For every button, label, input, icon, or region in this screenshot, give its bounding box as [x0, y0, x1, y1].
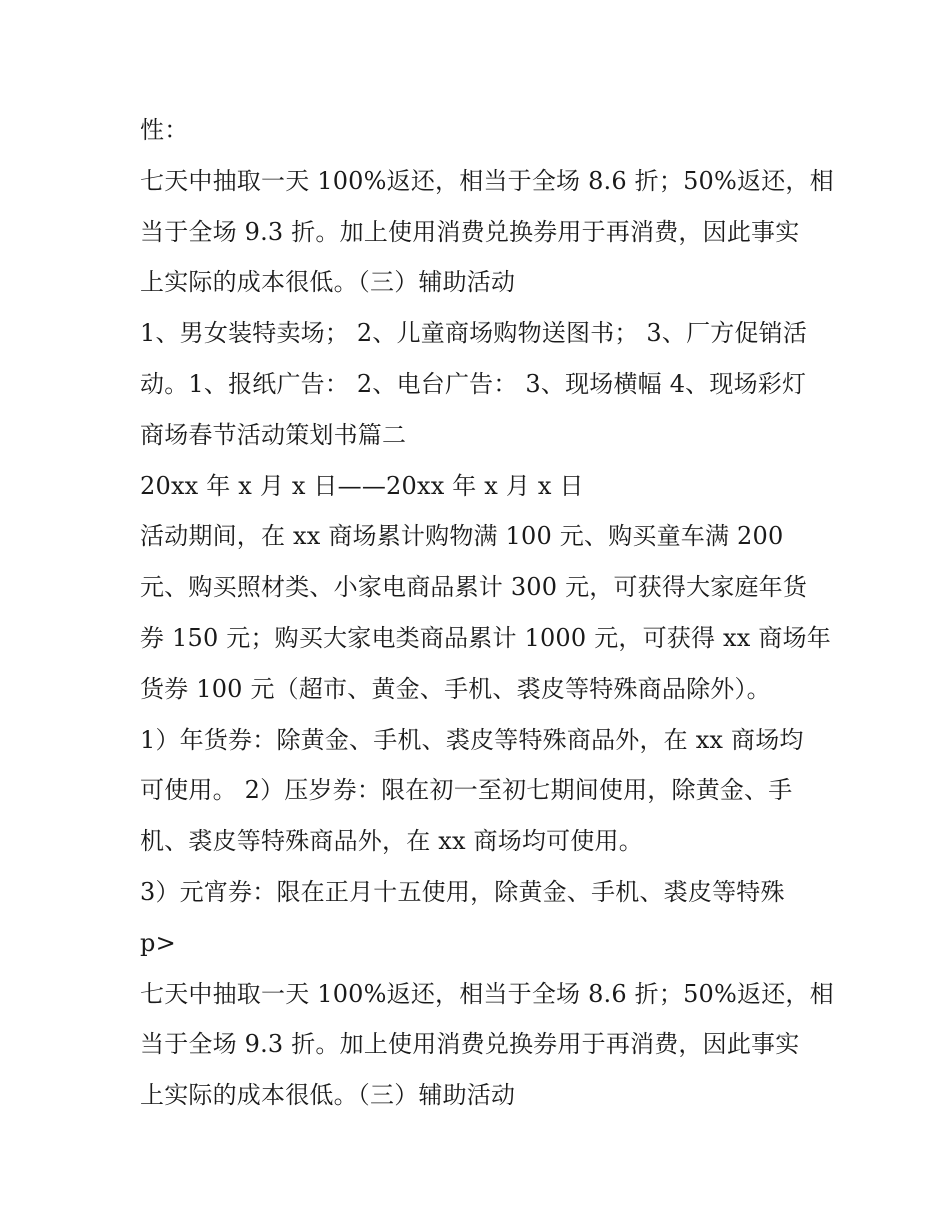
- text-line: 上实际的成本很低。（三）辅助活动: [140, 268, 516, 296]
- text-line: 3）元宵券：限在正月十五使用，除黄金、手机、裘皮等特殊: [140, 878, 785, 906]
- text-line: 七天中抽取一天 100%返还，相当于全场 8.6 折；50%返还，相: [140, 980, 834, 1008]
- text-line: p>: [140, 929, 176, 957]
- date-range-line: 20xx 年 x 月 x 日——20xx 年 x 月 x 日: [140, 472, 584, 500]
- text-line: 可使用。 2）压岁券：限在初一至初七期间使用，除黄金、手: [140, 776, 793, 804]
- text-line: 券 150 元；购买大家电类商品累计 1000 元，可获得 xx 商场年: [140, 624, 831, 652]
- section-heading: 商场春节活动策划书篇二: [140, 421, 407, 449]
- text-line: 1、男女装特卖场； 2、儿童商场购物送图书； 3、厂方促销活: [140, 319, 808, 347]
- text-line: 当于全场 9.3 折。加上使用消费兑换券用于再消费，因此事实: [140, 1030, 800, 1058]
- text-line: 当于全场 9.3 折。加上使用消费兑换券用于再消费，因此事实: [140, 218, 800, 246]
- text-line: 动。1、报纸广告： 2、电台广告： 3、现场横幅 4、现场彩灯: [140, 370, 807, 398]
- text-line: 1）年货券：除黄金、手机、裘皮等特殊商品外，在 xx 商场均: [140, 726, 804, 754]
- text-line: 上实际的成本很低。（三）辅助活动: [140, 1081, 516, 1109]
- text-line: 货券 100 元（超市、黄金、手机、裘皮等特殊商品除外）。: [140, 675, 771, 703]
- text-line: 机、裘皮等特殊商品外，在 xx 商场均可使用。: [140, 827, 643, 855]
- text-line: 元、购买照材类、小家电商品累计 300 元，可获得大家庭年货: [140, 573, 808, 601]
- text-line: 七天中抽取一天 100%返还，相当于全场 8.6 折；50%返还，相: [140, 167, 834, 195]
- text-line: 活动期间，在 xx 商场累计购物满 100 元、购买童车满 200: [140, 522, 784, 550]
- text-line: 性：: [140, 116, 189, 144]
